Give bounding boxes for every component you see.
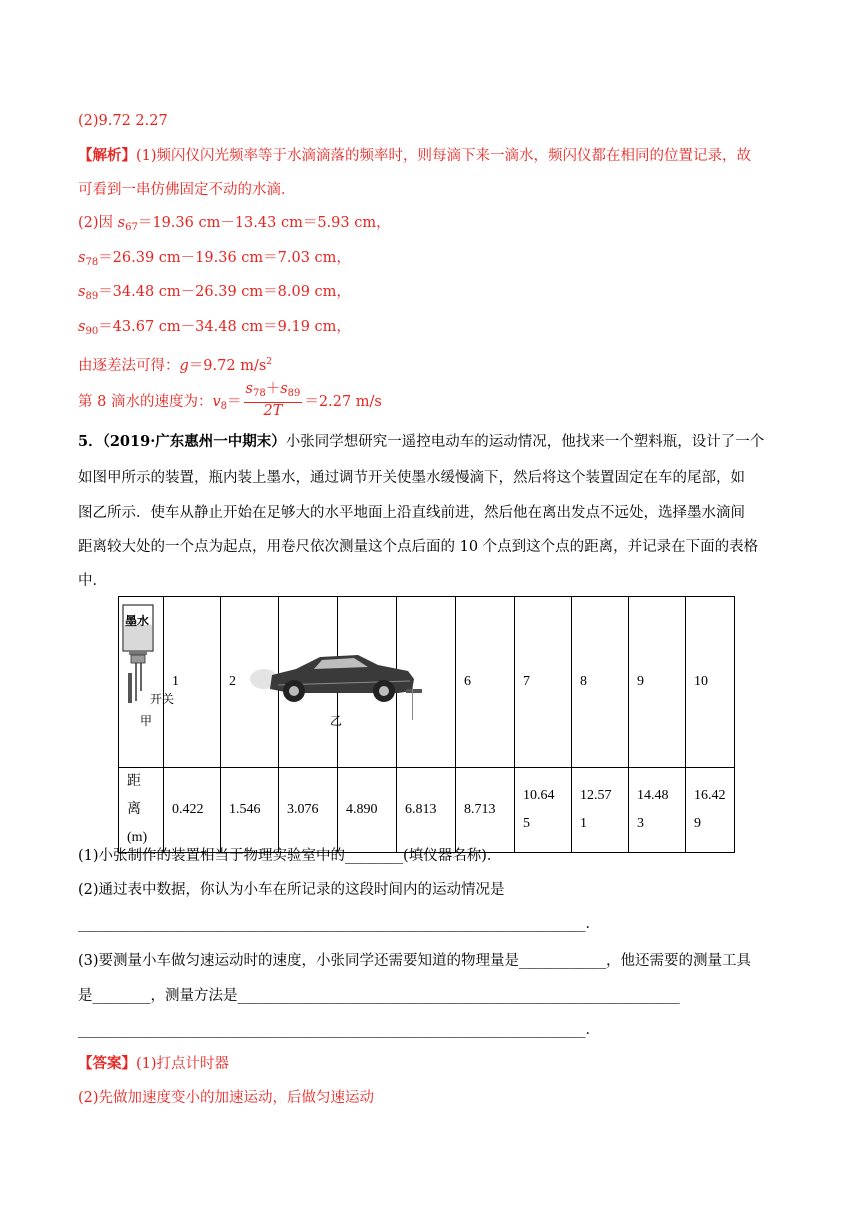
question5-line-3: 图乙所示．使车从静止开始在足够大的水平地面上沿直线前进，然后他在离出发点不远处，选择墨水滴间 (78, 505, 745, 521)
calc3-sub: 89 (85, 291, 99, 302)
g-sup: 2 (266, 357, 273, 367)
question5-line-4: 距离较大处的一个点为起点，用卷尺依次测量这个点后面的 10 个点到这个点的距离，并记录在下面的表格 (78, 539, 759, 555)
point-cell: 2 (221, 597, 279, 768)
velocity-fraction: $\frac{s_{78}+s_{89}}{2T}$ (245, 380, 301, 419)
subquestion-3-line-2: 是________，测量方法是_____________________________________________________________ (78, 988, 680, 1004)
question-number: 5． (78, 433, 103, 450)
point-cell: 10 (686, 597, 735, 768)
distance-cell: 16.42 9 (686, 768, 735, 853)
analysis-text-1: (1)频闪仪闪光频率等于水滴滴落的频率时，则每滴下来一滴水，频闪仪都在相同的位置记录，故 (136, 148, 752, 164)
g-var: g (179, 358, 189, 374)
distance-cell: 12.57 1 (572, 768, 629, 853)
calc3-rest: ＝34.48 cm－26.39 cm＝8.09 cm， (98, 284, 351, 300)
question5-line-2: 如图甲所示的装置，瓶内装上墨水，通过调节开关使墨水缓慢滴下，然后将这个装置固定在车的尾部，如 (78, 470, 745, 486)
point-cell: 1 (164, 597, 221, 768)
v-sub: 8 (220, 401, 228, 412)
calc-line-3: $s_{89}=34.48$ cm－26.39 cm＝8.09 cm， (78, 284, 351, 302)
ink-label: 墨水 (125, 614, 150, 628)
point-cell: 9 (629, 597, 686, 768)
calc-prefix: (2)因 (78, 215, 118, 231)
answer-tag: 【答案】 (78, 1055, 136, 1072)
row-label: 距 离 (m) (119, 768, 164, 853)
yi-label: 乙 (330, 714, 343, 728)
answer-1: (1)打点计时器 (136, 1056, 230, 1072)
analysis-tag: 【解析】 (78, 147, 136, 164)
calc1-sub: 67 (125, 222, 138, 233)
switch-label: 开关 (150, 692, 175, 706)
distance-cell: 3.076 (279, 768, 338, 853)
v-result: ＝2.27 m/s (304, 394, 382, 410)
question5-line-1 (78, 432, 764, 452)
g-result-line (78, 352, 272, 376)
velocity-line (78, 382, 382, 427)
jia-label: 甲 (140, 714, 153, 728)
distance-cell: 1.546 (221, 768, 279, 853)
analysis-line-2: 可看到一串仿佛固定不动的水滴． (78, 182, 296, 198)
v-var: v (212, 394, 221, 410)
point-cell: 6 (456, 597, 515, 768)
point-cell: 8 (572, 597, 629, 768)
point-cell: 7 (515, 597, 572, 768)
question-text-1: 小张同学想研究一遥控电动车的运动情况，他找来一个塑料瓶，设计了一个 (285, 434, 765, 450)
answer-part2: (2)9.72 2.27 (78, 113, 168, 129)
calc1-rest: ＝19.36 cm－13.43 cm＝5.93 cm， (137, 215, 391, 231)
distance-table (118, 596, 735, 853)
calc4-rest: ＝43.67 cm－34.48 cm＝9.19 cm， (98, 319, 351, 335)
v-eq: ＝ (227, 394, 242, 410)
calc2-rest: ＝26.39 cm－19.36 cm＝7.03 cm， (98, 250, 351, 266)
distance-cell: 6.813 (397, 768, 456, 853)
table-row-points (119, 597, 735, 768)
distance-cell: 0.422 (164, 768, 221, 853)
figure-divider (412, 688, 413, 720)
distance-cell: 14.48 3 (629, 768, 686, 853)
subquestion-1: (1)小张制作的装置相当于物理实验室中的________(填仪器名称)． (78, 848, 502, 864)
answer-line-1 (78, 1054, 229, 1074)
g-rest: ＝9.72 m/s (188, 358, 267, 374)
g-prefix: 由逐差法可得： (78, 358, 180, 374)
question-source: （2019·广东惠州一中期末） (102, 433, 286, 450)
distance-cell: 4.890 (338, 768, 397, 853)
subquestion-2-blank: ______________________________________________________________________． (78, 916, 600, 932)
subquestion-2: (2)通过表中数据，你认为小车在所记录的这段时间内的运动情况是 (78, 882, 505, 898)
question5-line-5: 中． (78, 573, 107, 589)
car-figure (250, 645, 422, 705)
calc-line-4: $s_{90}=43.67$ cm－34.48 cm＝9.19 cm， (78, 319, 351, 337)
subquestion-3-line-1: (3)要测量小车做匀速运动时的速度，小张同学还需要知道的物理量是____________，他还需要的测量工具 (78, 953, 752, 969)
calc4-sub: 90 (85, 326, 99, 337)
v-prefix: 第 8 滴水的速度为： (78, 394, 213, 410)
calc2-sub: 78 (85, 257, 99, 268)
analysis-line-1 (78, 146, 751, 166)
answer-2: (2)先做加速度变小的加速运动，后做匀速运动 (78, 1090, 375, 1106)
calc-line-1: (2)因 $s_{67}=19.36$ cm－13.43 cm＝5.93 cm， (78, 215, 391, 233)
distance-cell: 10.64 5 (515, 768, 572, 853)
calc-line-2: $s_{78}=26.39$ cm－19.36 cm＝7.03 cm， (78, 250, 351, 268)
table-row-distances (119, 768, 735, 853)
subquestion-3-blank: ______________________________________________________________________． (78, 1022, 600, 1038)
distance-cell: 8.713 (456, 768, 515, 853)
